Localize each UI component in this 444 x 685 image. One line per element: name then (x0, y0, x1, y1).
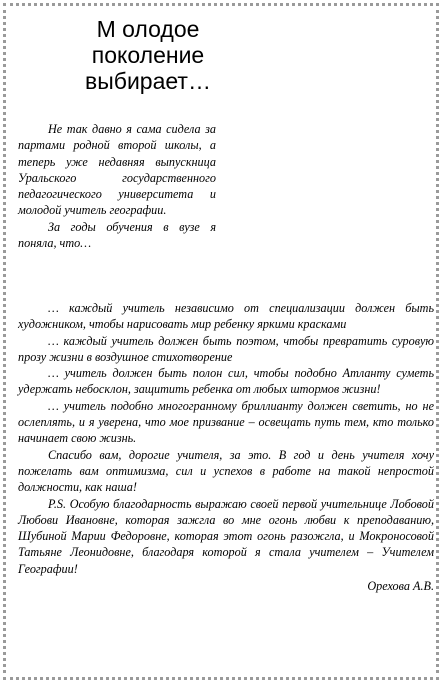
intro-column (18, 121, 216, 251)
paragraph-atlas: … учитель должен быть полон сил, чтобы подобно Атланту суметь удержать небосклон, защитить ребенка от любых штормов жизни! (18, 366, 434, 397)
article-frame (3, 3, 439, 680)
author-signature: Орехова А.В. (367, 579, 434, 594)
intro-paragraph-1: Не так давно я сама сидела за партами родной второй школы, а теперь уже недавняя выпускница Уральского государственного педагогического университета и молодой учитель географии. (18, 122, 216, 218)
article-title (58, 16, 238, 94)
title-line-1: М олодое (96, 16, 200, 42)
title-line-3: выбирает… (85, 68, 211, 94)
paragraph-artist: … каждый учитель независимо от специализации должен быть художником, чтобы нарисовать мир ребенку яркими красками (18, 301, 434, 332)
article-body (18, 300, 434, 594)
title-line-2: поколение (91, 42, 205, 68)
paragraph-postscript: P.S. Особую благодарность выражаю своей первой учительнице Лобовой Любови Ивановне, которая зажгла во мне огонь любви к преподаванию, Шубиной Марии Федоровне, которая этот огонь разожгла, и Мокроносовой Татьяне Леонидовне, благодаря которой я стала учителем – Учителем Географии! (18, 496, 434, 576)
paragraph-thanks: Спасибо вам, дорогие учителя, за это. В год и день учителя хочу пожелать вам оптимизма, сил и успехов в работе на такой непростой должности, как наша! (18, 447, 434, 495)
intro-paragraph-2: За годы обучения в вузе я поняла, что… (18, 219, 216, 251)
paragraph-diamond: … учитель подобно многогранному бриллианту должен светить, но не ослеплять, и я уверена, что мое призвание – освещать путь тем, кто только начинает свою жизнь. (18, 398, 434, 446)
paragraph-poet: … каждый учитель должен быть поэтом, чтобы превратить суровую прозу жизни в воздушное стихотворение (18, 333, 434, 364)
